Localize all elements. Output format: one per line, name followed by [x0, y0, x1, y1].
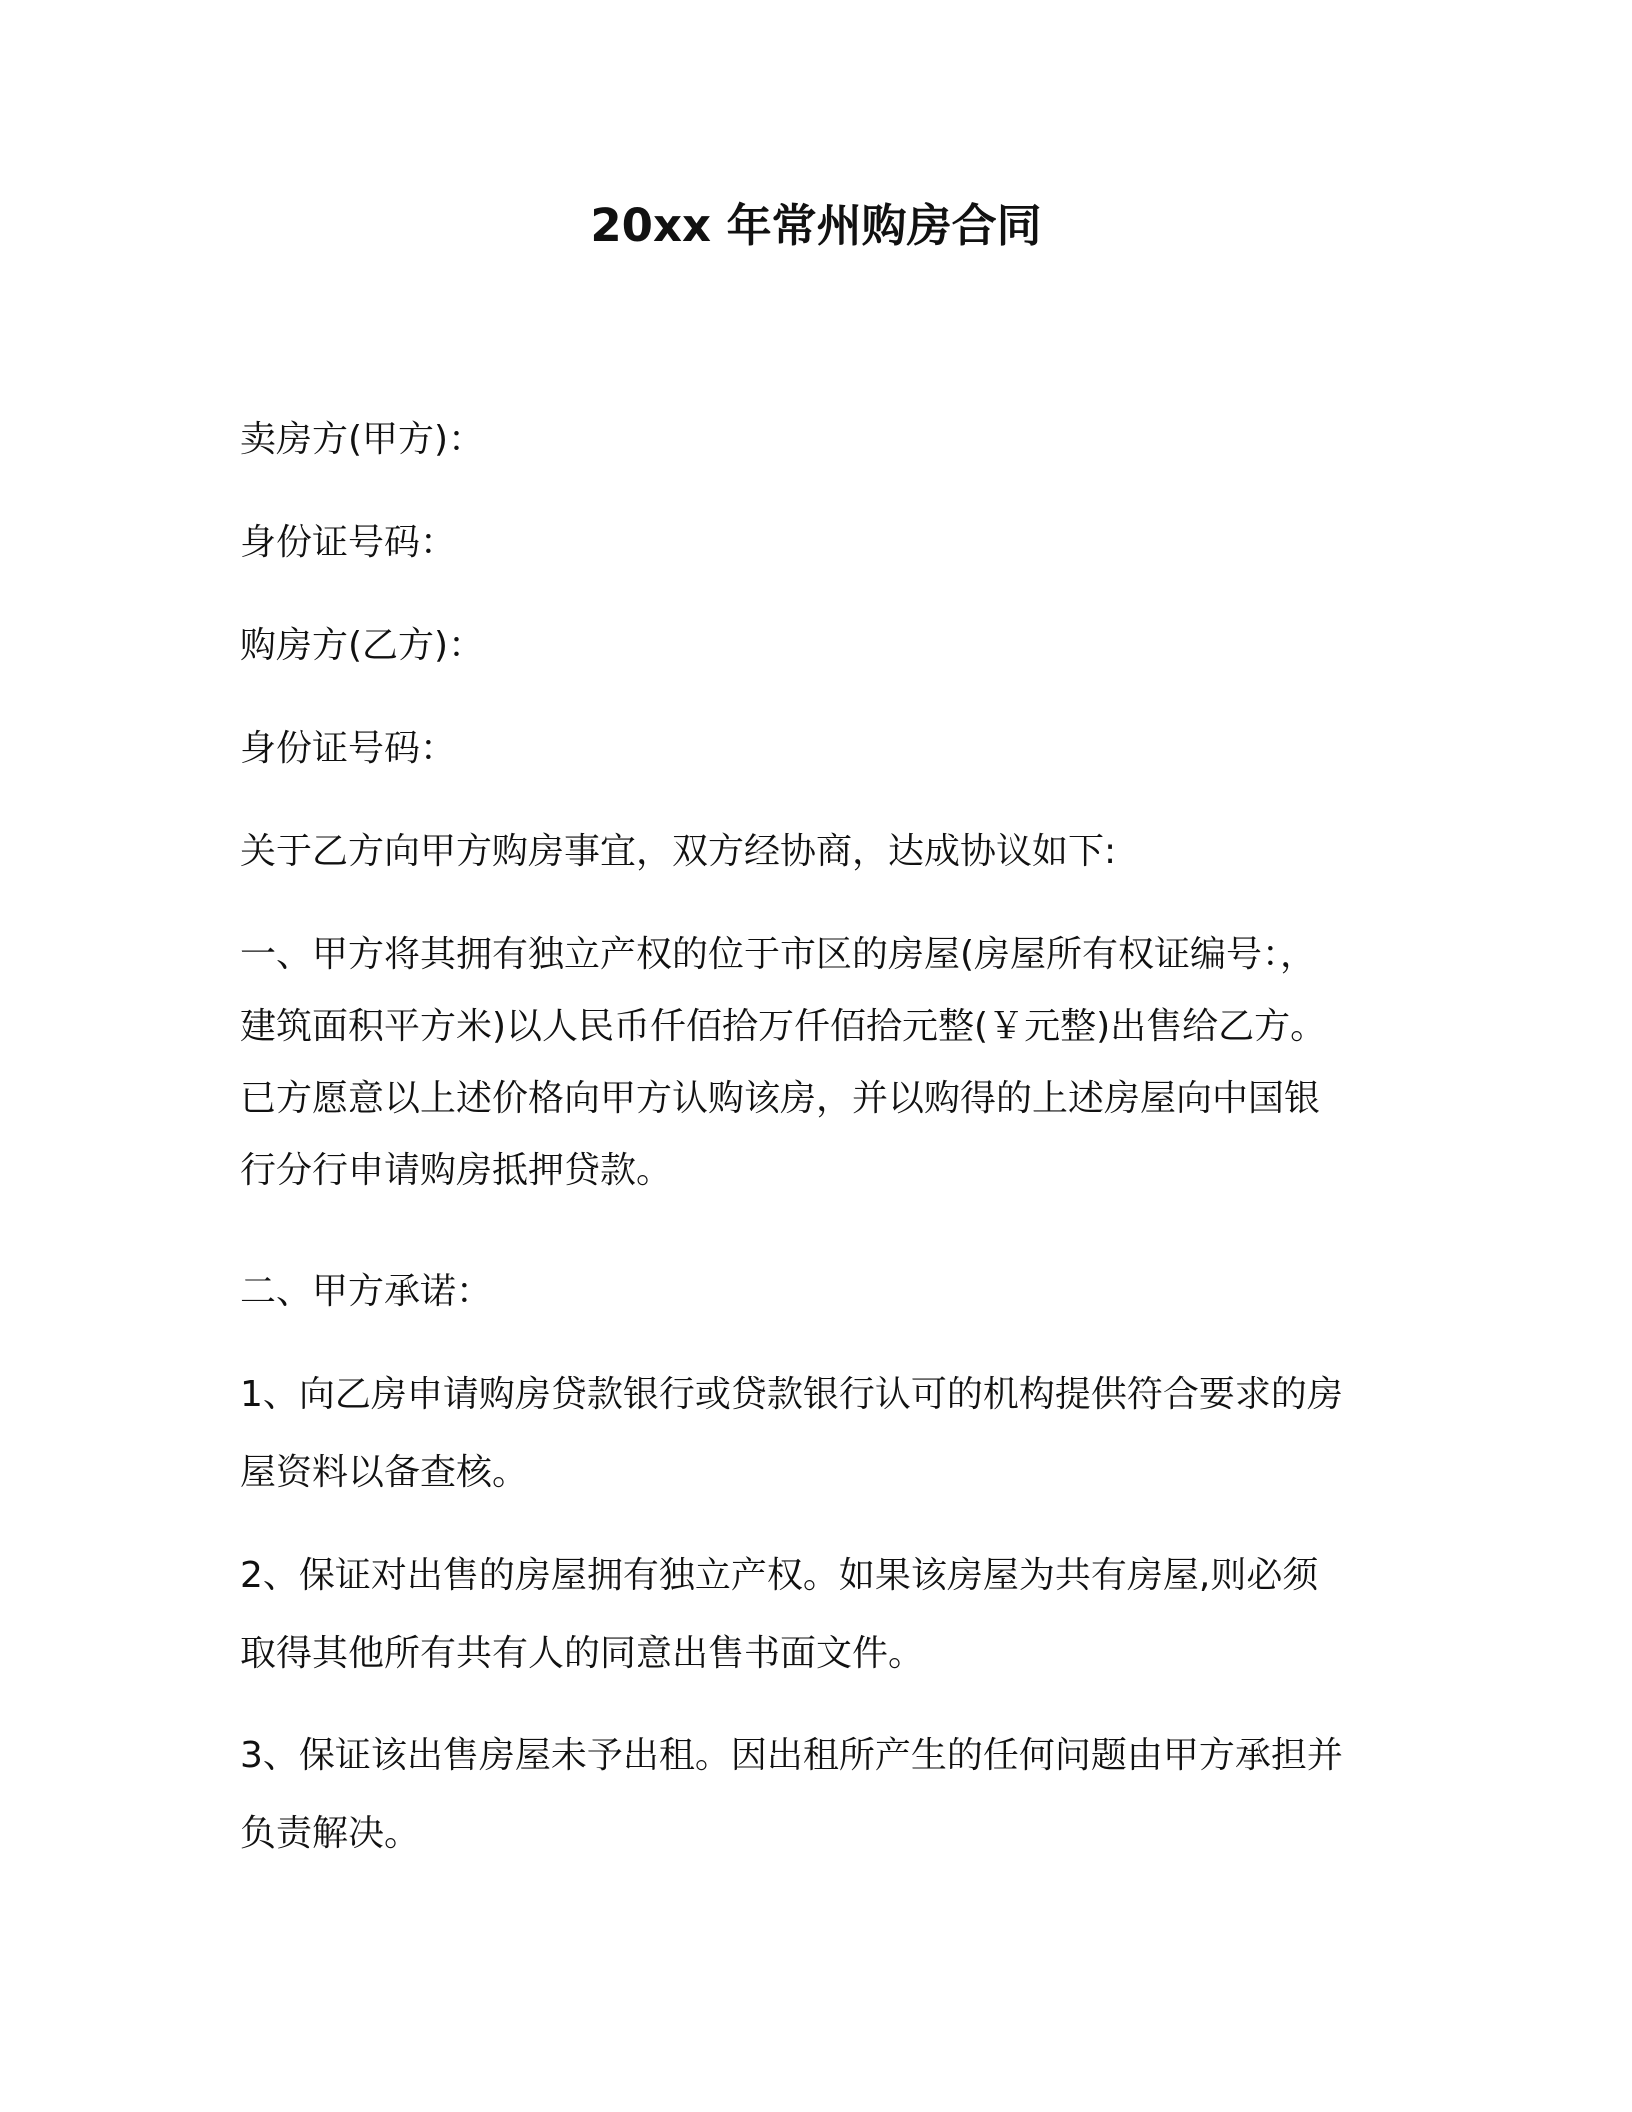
buyer-id-label: 身份证号码： [240, 728, 457, 769]
seller-id-label: 身份证号码： [240, 522, 457, 563]
buyer-label: 购房方(乙方)： [240, 625, 485, 666]
article-2-heading: 二、甲方承诺： [240, 1271, 493, 1312]
seller-label: 卖房方(甲方)： [240, 419, 485, 460]
article-2-item-line: 3、保证该出售房屋未予出租。因出租所产生的任何问题由甲方承担并 [240, 1735, 1343, 1776]
article-2-item-line: 屋资料以备查核。 [240, 1452, 529, 1493]
article-1-line: 一、甲方将其拥有独立产权的位于市区的房屋(房屋所有权证编号：， [240, 934, 1317, 975]
article-2-item-1 [240, 1370, 1410, 1526]
document-title: 20xx 年常州购房合同 [590, 199, 1042, 252]
article-2-item-line: 2、保证对出售的房屋拥有独立产权。如果该房屋为共有房屋,则必须 [240, 1555, 1319, 1596]
article-2-item-line: 负责解决。 [240, 1813, 421, 1854]
article-1-paragraph [240, 930, 1410, 1218]
article-2-item-2 [240, 1551, 1410, 1707]
article-2-item-3 [240, 1731, 1410, 1887]
article-1-line: 建筑面积平方米)以人民币仟佰拾万仟佰拾元整(￥元整)出售给乙方。 [240, 1006, 1327, 1047]
intro-paragraph: 关于乙方向甲方购房事宜，双方经协商，达成协议如下: [240, 831, 1117, 872]
article-1-line: 已方愿意以上述价格向甲方认购该房，并以购得的上述房屋向中国银 [240, 1078, 1321, 1119]
article-2-item-line: 取得其他所有共有人的同意出售书面文件。 [240, 1633, 925, 1674]
article-2-item-line: 1、向乙房申请购房贷款银行或贷款银行认可的机构提供符合要求的房 [240, 1374, 1343, 1415]
article-1-line: 行分行申请购房抵押贷款。 [240, 1150, 673, 1191]
